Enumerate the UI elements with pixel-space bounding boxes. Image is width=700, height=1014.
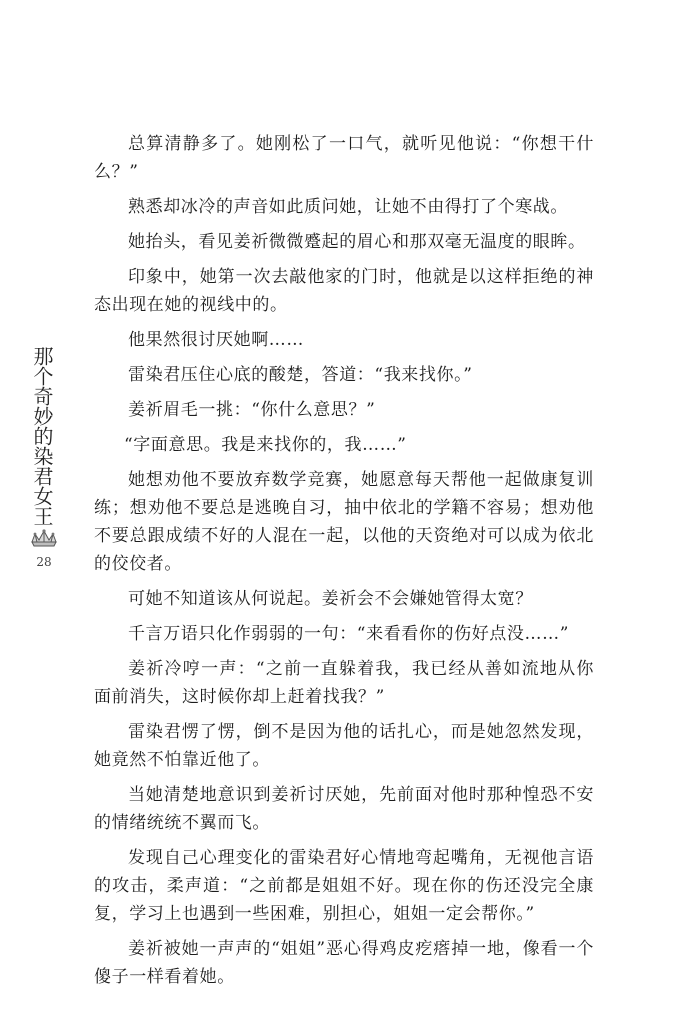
paragraph: 熟悉却冰冷的声音如此质问她，让她不由得打了个寒战。 — [128, 197, 568, 217]
paragraph: “字面意思。我是来找你的，我……” — [124, 435, 407, 455]
paragraph: 发现自己心理变化的雷染君好心情地弯起嘴角，无视他言语的攻击，柔声道：“之前都是姐姐不好。现在你的伤还没完全康复，学习上也遇到一些困难，别担心，姐姐一定会帮你。” — [94, 848, 594, 924]
paragraph: 当她清楚地意识到姜祈讨厌她，先前面对他时那种惶恐不安的情绪统统不翼而飞。 — [94, 785, 594, 833]
crown-icon — [29, 528, 59, 550]
paragraph: 雷染君愣了愣，倒不是因为他的话扎心，而是她忽然发现，她竟然不怕靠近他了。 — [94, 722, 594, 770]
paragraph: 他果然很讨厌她啊…… — [128, 330, 304, 350]
paragraph: 她想劝他不要放弃数学竞赛，她愿意每天帮他一起做康复训练；想劝他不要总是逃晚自习，抽中依北的学籍不容易；想劝他不要总跟成绩不好的人混在一起，以他的天资绝对可以成为依北的佼佼者。 — [94, 470, 594, 574]
body-text — [94, 130, 594, 998]
running-book-title: 那个奇妙的染君女王 — [30, 346, 54, 526]
paragraph: 姜祈眉毛一挑：“你什么意思？” — [128, 400, 376, 420]
paragraph: 她抬头，看见姜祈微微蹙起的眉心和那双毫无温度的眼眸。 — [128, 232, 586, 252]
paragraph: 姜祈被她一声声的“姐姐”恶心得鸡皮疙瘩掉一地，像看一个傻子一样看着她。 — [94, 939, 594, 987]
paragraph: 姜祈冷哼一声：“之前一直躲着我，我已经从善如流地从你面前消失，这时候你却上赶着找我？” — [94, 659, 594, 707]
paragraph: 雷染君压住心底的酸楚，答道：“我来找你。” — [128, 365, 473, 385]
paragraph: 印象中，她第一次去敲他家的门时，他就是以这样拒绝的神态出现在她的视线中的。 — [94, 267, 594, 315]
paragraph: 总算清静多了。她刚松了一口气，就听见他说：“你想干什么？” — [94, 134, 594, 182]
paragraph: 千言万语只化作弱弱的一句：“来看看你的伤好点没……” — [128, 624, 569, 644]
page-number: 28 — [36, 555, 52, 569]
paragraph: 可她不知道该从何说起。姜祈会不会嫌她管得太宽？ — [128, 589, 533, 609]
